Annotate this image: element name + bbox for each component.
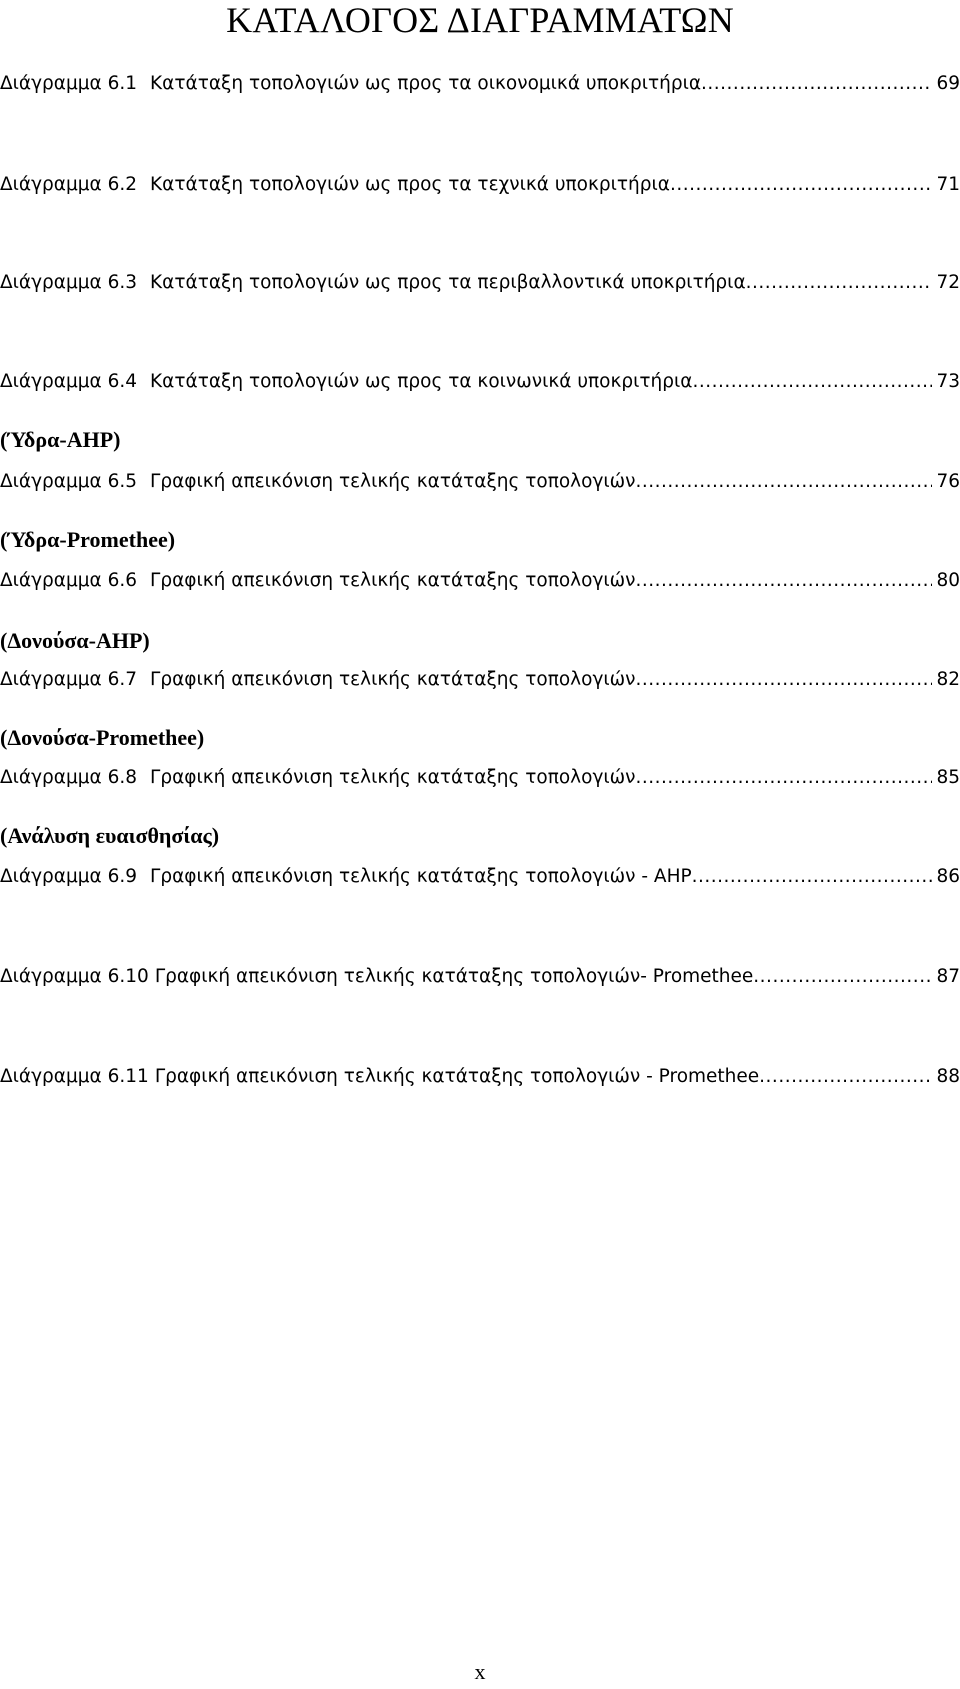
dot-leader: [692, 366, 932, 398]
entry-title: Γραφική απεικόνιση τελικής κατάταξης τοπολογιών - AHP: [150, 866, 692, 887]
section-subheading: (Δονούσα-AHP): [0, 628, 150, 653]
entry-title: Γραφική απεικόνιση τελικής κατάταξης τοπολογιών: [150, 669, 636, 690]
dot-leader: [759, 1061, 932, 1093]
section-subheading: (Δονούσα-Promethee): [0, 725, 205, 750]
toc-entry[interactable]: [0, 466, 960, 498]
section-subheading: (Ύδρα-AHP): [0, 427, 121, 452]
entry-title: Γραφική απεικόνιση τελικής κατάταξης τοπολογιών: [150, 471, 636, 492]
entry-page: 87: [936, 966, 960, 987]
dot-leader: [746, 267, 933, 299]
dot-leader: [670, 169, 932, 201]
toc-entry[interactable]: [0, 961, 960, 993]
entry-title: Κατάταξη τοπολογιών ως προς τα τεχνικά υποκριτήρια: [150, 174, 670, 195]
toc-entry[interactable]: [0, 762, 960, 794]
entry-title: Γραφική απεικόνιση τελικής κατάταξης τοπολογιών: [150, 767, 636, 788]
dot-leader: [692, 861, 933, 893]
section-subheading: (Ανάλυση ευαισθησίας): [0, 823, 220, 848]
entry-number: Διάγραμμα 6.3: [0, 272, 138, 293]
toc-entry[interactable]: [0, 664, 960, 696]
dot-leader: [635, 762, 932, 794]
entry-title: Κατάταξη τοπολογιών ως προς τα περιβαλλοντικά υποκριτήρια: [150, 272, 746, 293]
entry-page: 71: [936, 174, 960, 195]
dot-leader: [635, 466, 932, 498]
entry-page: 73: [936, 371, 960, 392]
toc-entry[interactable]: [0, 565, 960, 597]
toc-entry[interactable]: [0, 267, 960, 299]
entry-page: 85: [936, 767, 960, 788]
entry-number: Διάγραμμα 6.10: [0, 966, 149, 987]
entry-title: Γραφική απεικόνιση τελικής κατάταξης τοπολογιών - Promethee: [154, 1066, 760, 1087]
entry-number: Διάγραμμα 6.9: [0, 866, 138, 887]
dot-leader: [635, 565, 932, 597]
page-number-footer: x: [474, 1659, 486, 1684]
entry-title: Γραφική απεικόνιση τελικής κατάταξης τοπολογιών- Promethee: [154, 966, 754, 987]
entry-page: 72: [936, 272, 960, 293]
dot-leader: [635, 664, 932, 696]
entry-number: Διάγραμμα 6.6: [0, 570, 138, 591]
entry-number: Διάγραμμα 6.2: [0, 174, 138, 195]
entry-number: Διάγραμμα 6.4: [0, 371, 138, 392]
entry-page: 88: [936, 1066, 960, 1087]
entry-number: Διάγραμμα 6.8: [0, 767, 138, 788]
toc-entry[interactable]: [0, 1061, 960, 1093]
entry-page: 82: [936, 669, 960, 690]
entry-number: Διάγραμμα 6.11: [0, 1066, 149, 1087]
entry-number: Διάγραμμα 6.1: [0, 73, 138, 94]
entry-number: Διάγραμμα 6.5: [0, 471, 138, 492]
toc-entry[interactable]: [0, 861, 960, 893]
toc-entry[interactable]: [0, 366, 960, 398]
section-subheading: (Ύδρα-Promethee): [0, 527, 176, 552]
entry-page: 80: [936, 570, 960, 591]
entry-title: Κατάταξη τοπολογιών ως προς τα κοινωνικά υποκριτήρια: [150, 371, 693, 392]
page-title: ΚΑΤΑΛΟΓΟΣ ΔΙΑΓΡΑΜΜΑΤΩΝ: [226, 0, 734, 40]
entry-title: Κατάταξη τοπολογιών ως προς τα οικονομικά υποκριτήρια: [150, 73, 702, 94]
entry-title: Γραφική απεικόνιση τελικής κατάταξης τοπολογιών: [150, 570, 636, 591]
entry-page: 86: [936, 866, 960, 887]
entry-page: 69: [936, 73, 960, 94]
entry-number: Διάγραμμα 6.7: [0, 669, 138, 690]
dot-leader: [753, 961, 932, 993]
toc-entry[interactable]: [0, 68, 960, 100]
dot-leader: [701, 68, 932, 100]
entry-page: 76: [936, 471, 960, 492]
toc-entry[interactable]: [0, 169, 960, 201]
